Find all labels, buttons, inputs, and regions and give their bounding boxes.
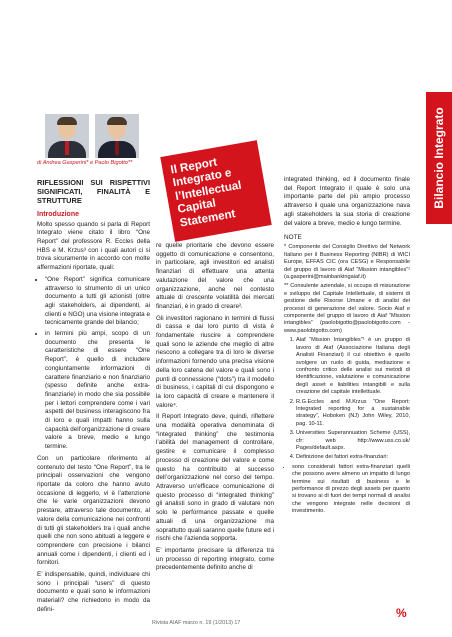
- byline: di Andrea Gasperini* e Paolo Bigotto**: [37, 160, 133, 166]
- sub-note-item: • sono considerati fattori extra-finanziari quelli che possono avere almeno un impatto di lungo termine sui risultati di business e le performance di prezzo degli assets per quanto si trovano ai di fuori dei tempi normali di analisi che vengono integrate nelle decisioni di investimento.: [292, 464, 410, 516]
- paragraph: E’ importante precisare la differenza tra un processo di reporting integrato, come precedentemente definito anche di: [156, 546, 274, 572]
- bullet-item: • in termini più ampi, scopo di un documento che presenta le caratteristiche di essere “One Report”, è quello di includere congiuntamente informazioni di carattere finanziario e non finanziario (spesso definite anche extra-finanziarie) in modo che sia possibile per i lettori comprendere come i vari aspetti del business interagiscono fra di loro e quali impatti hanno sulla capacità dell’organizzazione di creare valore a breve, medio e lungo termine.: [45, 330, 150, 452]
- sub-notes-list: [284, 464, 410, 516]
- paragraph: integrated thinking, ed il documento finale del Report Integrato il quale è solo una importante parte del più ampio processo attraverso il quale una organizzazione nava agli stakeholders la sua storia di creazione del valore a breve, medio e lungo termine.: [284, 176, 410, 227]
- bullet-list: [37, 276, 150, 452]
- paragraph: Gli investitori ragionano in termini di flussi di cassa e dai loro punto di vista è fondamentale riuscire a comprendere quali sono le aziende che meglio di altre riescono a collegare tra di loro le diverse informazioni fornendo una precisa visione della loro catena del valore e quali sono i punti di connessione (“dots”) tra il modello di business, i capitali di cui dispongono e la loro capacità di creare e mantenere il valore⁴.: [156, 314, 274, 409]
- author-photo-1: [45, 114, 89, 158]
- note-item: 3. Universities Superannuation Scheme (USS), cfr: web http://www.uss.co.uk/ Pages/default.aspx.: [296, 430, 410, 452]
- page-footer: Rivista AIAF marzo n. 19 (1/2013) 17: [152, 620, 241, 626]
- paragraph: re quelle prioritarie che devono essere oggetto di comunicazione e consentono, in particolare, agli investitori ed analisti finanziari di effettuare una attenta valutazione del valore che una organizzazione, anche nel contesto attuale di crescente volatilità dei mercati finanziari, è in grado di creare².: [156, 242, 274, 310]
- paragraph: Molto spesso quando si parla di Report Integrato viene citato il libro “One Report” del professore R. Eccles della HBS e M. Krzus³ con i quali autori ci si trova sicuramente in accordo con molte affermazioni riportate, quali:: [37, 220, 150, 272]
- paragraph: Il Report Integrato deve, quindi, riflettere una modalità operativa denominata di “integrated thinking” che testimonia l’abilità del management di controllare, gestire e comunicare il complesso processo di creazione del valore e come questo ha contribuito al successo dell’organizzazione nel corso del tempo. Attraverso un’efficace comunicazione di questo processo di “integrated thinking” gli analisti sono in grado di valutare non solo le performance passate e quelle attuali di una organizzazione ma soprattutto quali saranno quelle future ed i rischi che l’azienda sopporta.: [156, 413, 274, 543]
- note-item: 1. Aiaf “Mission Intangibles”¹ è un gruppo di lavoro di Aiaf (Associazione Italiana degli Analisti Finanziari) il cui obiettivo è quello svolgere un ruolo di guida, mediazione e confronto critico delle analisi sui metodi di identificazione, valutazione e comunicazione degli asset e liabilities intangibili e sulla creazione del capitale intellettuale.: [296, 337, 410, 396]
- article-title-block: [160, 140, 271, 242]
- author-photo-2: [95, 114, 139, 158]
- note-item: 2. R.G.Eccles and M.Krzus “One Report: Integrated reporting for a sustainable strategy”, Hoboken (NJ) John Wiley, 2010, pag. 10-11.: [296, 399, 410, 429]
- bullet-item: • “One Report” significa comunicare attraverso lo strumento di un unico documento a tutti gli azionisti (oltre agli stakeholders, ai dipendenti, ai clienti e NGO) una visione integrata e tecnicamente grande del bilancio;: [45, 276, 150, 328]
- column-1: [37, 178, 150, 618]
- note-author-1: * Componente del Consiglio Direttivo del Network Italiano per il Business Reporting (NIBR) di WICI Europe, EFFAS CIC (ora CESG) e Responsabile del gruppo di lavoro di Aiaf “Mission intangibles”¹ (a.gasperini@mainbankingaiaf.it): [284, 244, 410, 281]
- author-photos: [37, 114, 149, 158]
- note-author-2: ** Consulente aziendale, si occupa di misurazione e sviluppo del Capitale Intellettuale, di sistemi di gestione delle Risorse Umane e di analisi dei processi di generazione del valore. Socio Aiaf e componente del gruppo di lavoro di Aiaf “Mission intangibles” (paolobigotto@paolobigotto.com - www.paolobigotto.com): [284, 283, 410, 334]
- section-heading: Introduzione: [37, 210, 79, 218]
- section-tab: [426, 92, 452, 224]
- column-2: [156, 242, 274, 576]
- notes-label: NOTE: [284, 234, 302, 242]
- section-tab-label: Bilancio Integrato: [432, 107, 446, 209]
- note-item: 4. Definizione dei fattori extra-finanziari:: [296, 454, 410, 461]
- article-heading: RIFLESSIONI SUI RISPETTIVI SIGNIFICATI, FINALITÀ E STRUTTURE: [37, 178, 150, 206]
- notes-list: [284, 337, 410, 462]
- paragraph: Con un particolare riferimento al contenuto del testo “One Report”, tra le principali osservazioni che vengono riportate da coloro che hanno avuto occasione di leggerlo, vi è l’attenzione che le varie organizzazioni devono prestare, attraverso tale documento, al valore della comunicazione nei confronti di tutti gli stakeholders tra i quali anche quelli che non sono abituati a leggere e comprendere con precisione i bilanci annuali come i dipendenti, i clienti ed i fornitori.: [37, 454, 150, 567]
- paragraph: E’ indispensabile, quindi, individuare chi sono i principali “users” di questo documento e quali sono le informazioni materiali? che richiedono in modo da defini-: [37, 571, 150, 613]
- column-3: [284, 176, 410, 518]
- percent-mark-icon: %: [396, 606, 407, 620]
- article-title: Il Report Integrato e l’Intellectual Capital Statement: [169, 155, 243, 230]
